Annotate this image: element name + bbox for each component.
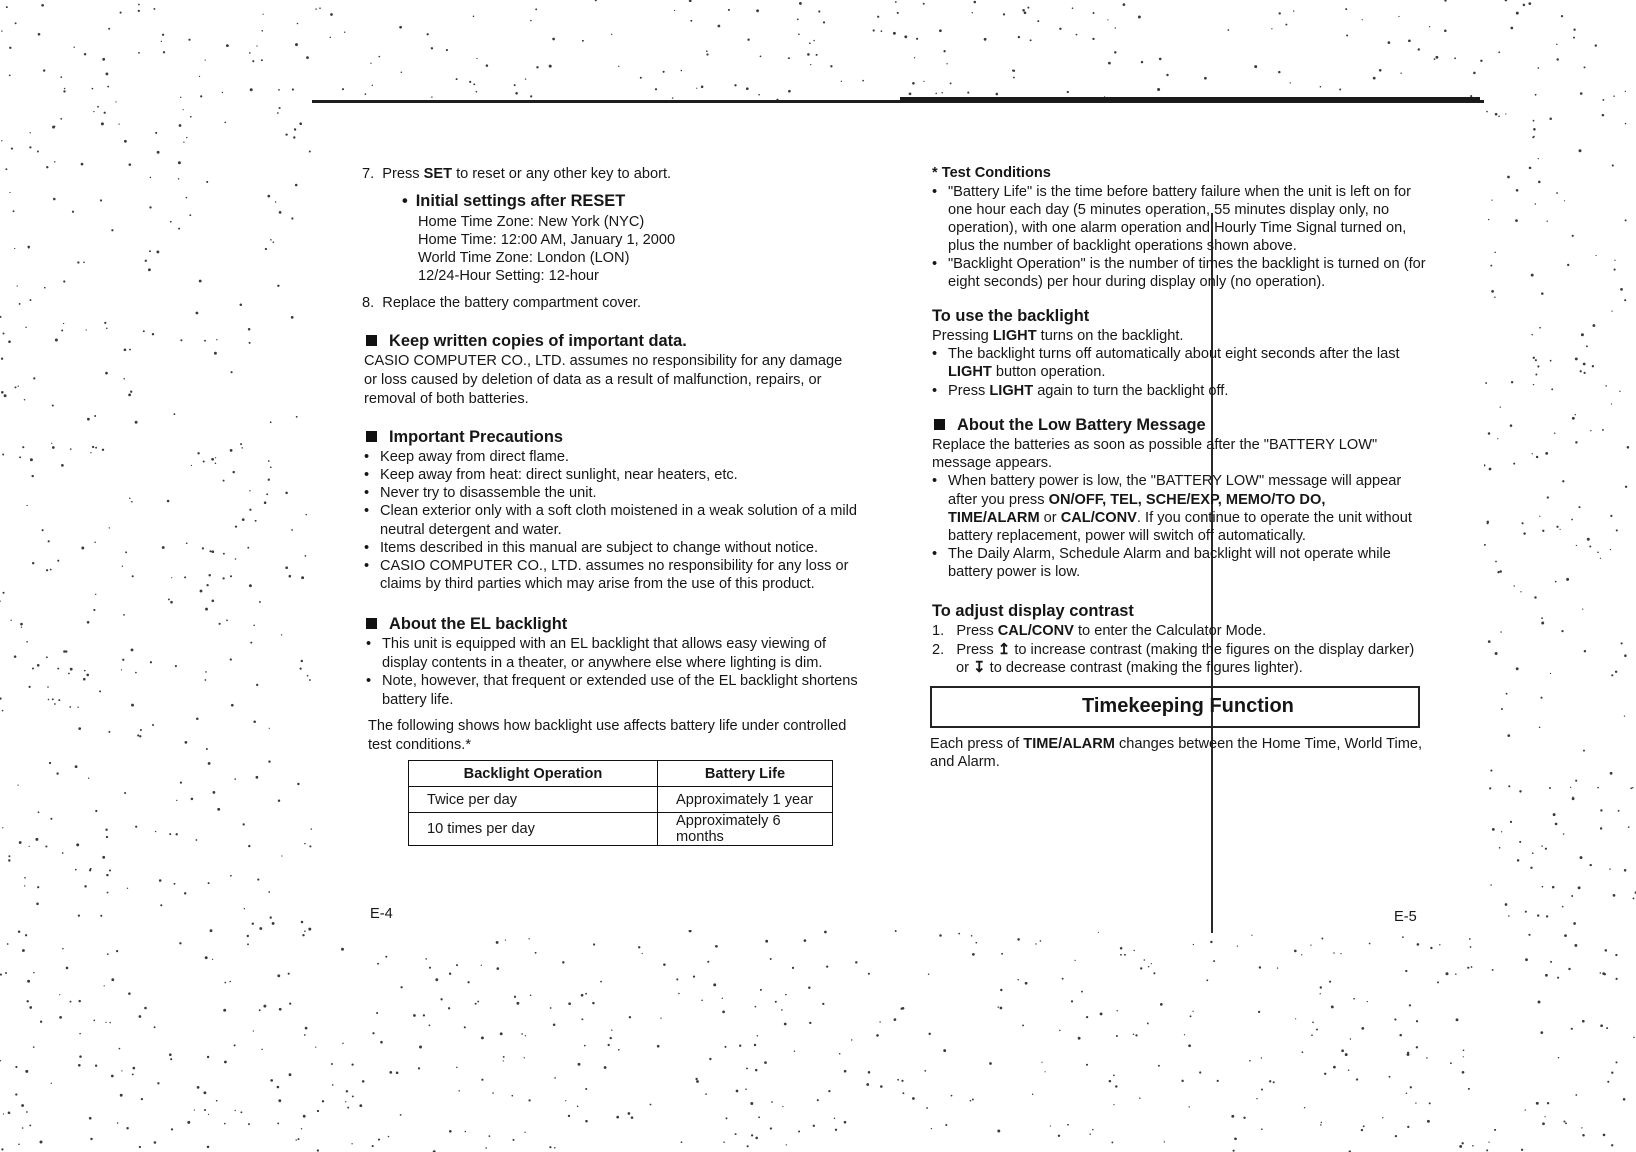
precaution-item: • Clean exterior only with a soft cloth moistened in a weak solution of a mild bbox=[380, 502, 857, 520]
page-number-right: E-5 bbox=[1394, 909, 1417, 925]
table-header: Backlight Operation bbox=[409, 761, 658, 787]
test-conditions-heading: * Test Conditions bbox=[932, 165, 1051, 181]
el-paragraph: The following shows how backlight use affects battery life under controlled bbox=[368, 718, 847, 734]
table-row bbox=[409, 813, 833, 846]
table-cell: 10 times per day bbox=[409, 813, 658, 846]
page-number-left: E-4 bbox=[370, 906, 393, 922]
keep-copies-line: or loss caused by deletion of data as a result of malfunction, repairs, or bbox=[364, 372, 822, 388]
test-item: • "Battery Life" is the time before battery failure when the unit is left on for bbox=[948, 183, 1411, 201]
low-battery-intro: Replace the batteries as soon as possible after the "BATTERY LOW" bbox=[932, 437, 1378, 453]
keep-copies-line: CASIO COMPUTER CO., LTD. assumes no responsibility for any damage bbox=[364, 353, 843, 369]
use-backlight-item: • The backlight turns off automatically about eight seconds after the last bbox=[948, 345, 1400, 363]
low-battery-item: • The Daily Alarm, Schedule Alarm and backlight will not operate while bbox=[948, 545, 1391, 563]
table-row bbox=[409, 787, 833, 813]
page-top-edge-thick bbox=[900, 97, 1480, 102]
initial-settings-heading: • Initial settings after RESET bbox=[402, 192, 626, 210]
timekeeping-title: Timekeeping Function bbox=[1082, 695, 1294, 717]
low-battery-item-cont: TIME/ALARM or CAL/CONV. If you continue to operate the unit without bbox=[948, 510, 1412, 526]
low-battery-intro: message appears. bbox=[932, 455, 1053, 471]
table-cell: Approximately 6 months bbox=[658, 813, 833, 846]
manual-spread bbox=[312, 103, 1484, 930]
timekeeping-banner bbox=[930, 686, 1420, 728]
table-cell: Twice per day bbox=[409, 787, 658, 813]
test-item: • "Backlight Operation" is the number of times the backlight is turned on (for bbox=[948, 255, 1426, 273]
step-8: 8. Replace the battery compartment cover. bbox=[362, 295, 642, 311]
el-paragraph: test conditions.* bbox=[368, 737, 472, 753]
keep-copies-line: removal of both batteries. bbox=[364, 391, 529, 407]
decrease-contrast-icon: ↧ bbox=[973, 659, 986, 676]
low-battery-item-cont: battery replacement, power will switch off automatically. bbox=[948, 528, 1306, 544]
step-7: 7. Press SET to reset or any other key to abort. bbox=[362, 166, 672, 182]
test-item-cont: eight seconds) per hour during display only (no operation). bbox=[948, 274, 1326, 290]
test-item-cont: plus the number of backlight operations shown above. bbox=[948, 238, 1297, 254]
battery-life-table bbox=[408, 760, 833, 846]
el-item: • Note, however, that frequent or extended use of the EL backlight shortens bbox=[382, 672, 858, 690]
initial-setting-line: 12/24-Hour Setting: 12-hour bbox=[418, 268, 599, 284]
el-item: • This unit is equipped with an EL backlight that allows easy viewing of bbox=[382, 635, 826, 653]
timekeeping-line: and Alarm. bbox=[930, 754, 1000, 770]
el-item-cont: battery life. bbox=[382, 692, 454, 708]
low-battery-heading: About the Low Battery Message bbox=[934, 415, 1206, 435]
keep-copies-heading: Keep written copies of important data. bbox=[366, 331, 687, 351]
page-fold-line bbox=[1211, 213, 1213, 933]
use-backlight-item-cont: LIGHT button operation. bbox=[948, 364, 1106, 380]
precaution-item: • Never try to disassemble the unit. bbox=[380, 484, 597, 502]
el-backlight-heading: About the EL backlight bbox=[366, 614, 567, 634]
table-cell: Approximately 1 year bbox=[658, 787, 833, 813]
low-battery-item-cont: after you press ON/OFF, TEL, SCHE/EXP, MEMO/TO DO, bbox=[948, 492, 1326, 508]
el-item-cont: display contents in a theater, or anywhere else where lighting is dim. bbox=[382, 655, 823, 671]
low-battery-item-cont: battery power is low. bbox=[948, 564, 1081, 580]
use-backlight-intro: Pressing LIGHT turns on the backlight. bbox=[932, 328, 1184, 344]
precaution-item-cont: claims by third parties which may arise from the use of this product. bbox=[380, 576, 815, 592]
precautions-heading: Important Precautions bbox=[366, 427, 563, 447]
test-item-cont: one hour each day (5 minutes operation, 55 minutes display only, no bbox=[948, 202, 1390, 218]
precaution-item: • Keep away from direct flame. bbox=[380, 448, 569, 466]
table-header-row bbox=[409, 761, 833, 787]
contrast-step-1: 1. Press CAL/CONV to enter the Calculator Mode. bbox=[932, 623, 1267, 639]
precaution-item: • Keep away from heat: direct sunlight, near heaters, etc. bbox=[380, 466, 738, 484]
table-header: Battery Life bbox=[658, 761, 833, 787]
initial-setting-line: Home Time: 12:00 AM, January 1, 2000 bbox=[418, 232, 676, 248]
precaution-item-cont: neutral detergent and water. bbox=[380, 522, 562, 538]
contrast-heading: To adjust display contrast bbox=[932, 602, 1134, 620]
initial-setting-line: World Time Zone: London (LON) bbox=[418, 250, 630, 266]
timekeeping-line: Each press of TIME/ALARM changes between the Home Time, World Time, bbox=[930, 736, 1423, 752]
precaution-item: • CASIO COMPUTER CO., LTD. assumes no responsibility for any loss or bbox=[380, 557, 848, 575]
initial-setting-line: Home Time Zone: New York (NYC) bbox=[418, 214, 645, 230]
contrast-step-2: 2. Press ↥ to increase contrast (making the figures on the display darker) bbox=[932, 641, 1415, 658]
increase-contrast-icon: ↥ bbox=[997, 641, 1011, 658]
use-backlight-heading: To use the backlight bbox=[932, 307, 1090, 325]
precaution-item: • Items described in this manual are subject to change without notice. bbox=[380, 539, 818, 557]
test-item-cont: operation), with one alarm operation and Hourly Time Signal turned on, bbox=[948, 220, 1407, 236]
use-backlight-item: • Press LIGHT again to turn the backlight off. bbox=[948, 382, 1228, 400]
low-battery-item: • When battery power is low, the "BATTERY LOW" message will appear bbox=[948, 472, 1401, 490]
contrast-step-2-cont: or ↧ to decrease contrast (making the figures lighter). bbox=[956, 659, 1303, 676]
